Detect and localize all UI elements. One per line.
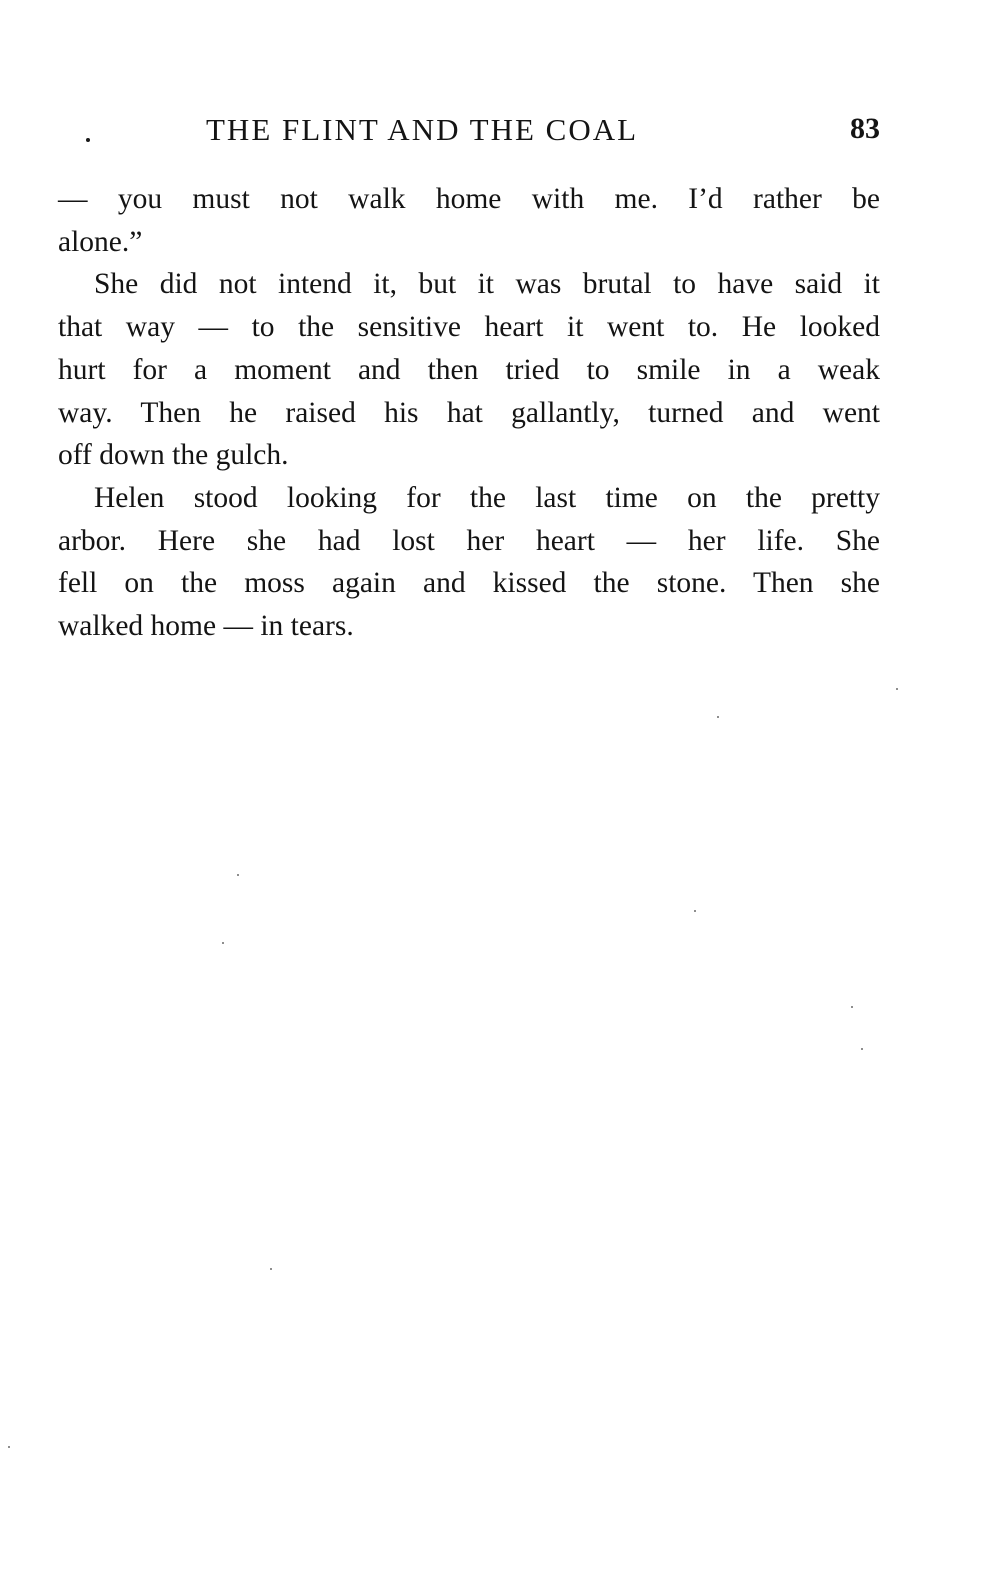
text-line: off down the gulch. bbox=[58, 439, 289, 472]
scan-speck bbox=[717, 716, 719, 718]
scan-speck bbox=[694, 910, 696, 912]
running-head-title: THE FLINT AND THE COAL bbox=[206, 112, 639, 147]
scan-speck bbox=[270, 1268, 272, 1270]
scan-speck bbox=[237, 874, 239, 876]
ink-dot bbox=[86, 138, 90, 142]
text-line: fell on the moss again and kissed the stone. Then she bbox=[58, 567, 880, 600]
text-line: Helen stood looking for the last time on the pretty bbox=[94, 481, 880, 514]
text-line: alone.” bbox=[58, 225, 143, 258]
scan-speck bbox=[222, 942, 224, 944]
text-line: walked home — in tears. bbox=[58, 610, 354, 643]
text-line: that way — to the sensitive heart it went to. He looked bbox=[58, 311, 880, 344]
text-line: — you must not walk home with me. I’d rather be bbox=[58, 183, 880, 215]
scan-speck bbox=[896, 688, 898, 690]
text-line: She did not intend it, but it was brutal to have said it bbox=[94, 268, 880, 301]
scan-speck bbox=[8, 1446, 10, 1448]
paragraph-1 bbox=[58, 178, 880, 263]
body-text bbox=[58, 178, 880, 648]
paragraph-3 bbox=[58, 477, 880, 648]
text-line: arbor. Here she had lost her heart — her life. She bbox=[58, 524, 880, 557]
page-number: 83 bbox=[850, 112, 880, 145]
running-head bbox=[60, 112, 880, 156]
scan-speck bbox=[861, 1048, 863, 1050]
text-line: hurt for a moment and then tried to smile in a weak bbox=[58, 353, 880, 386]
text-line: way. Then he raised his hat gallantly, turned and went bbox=[58, 396, 880, 429]
scan-speck bbox=[851, 1006, 853, 1008]
paragraph-2 bbox=[58, 263, 880, 477]
